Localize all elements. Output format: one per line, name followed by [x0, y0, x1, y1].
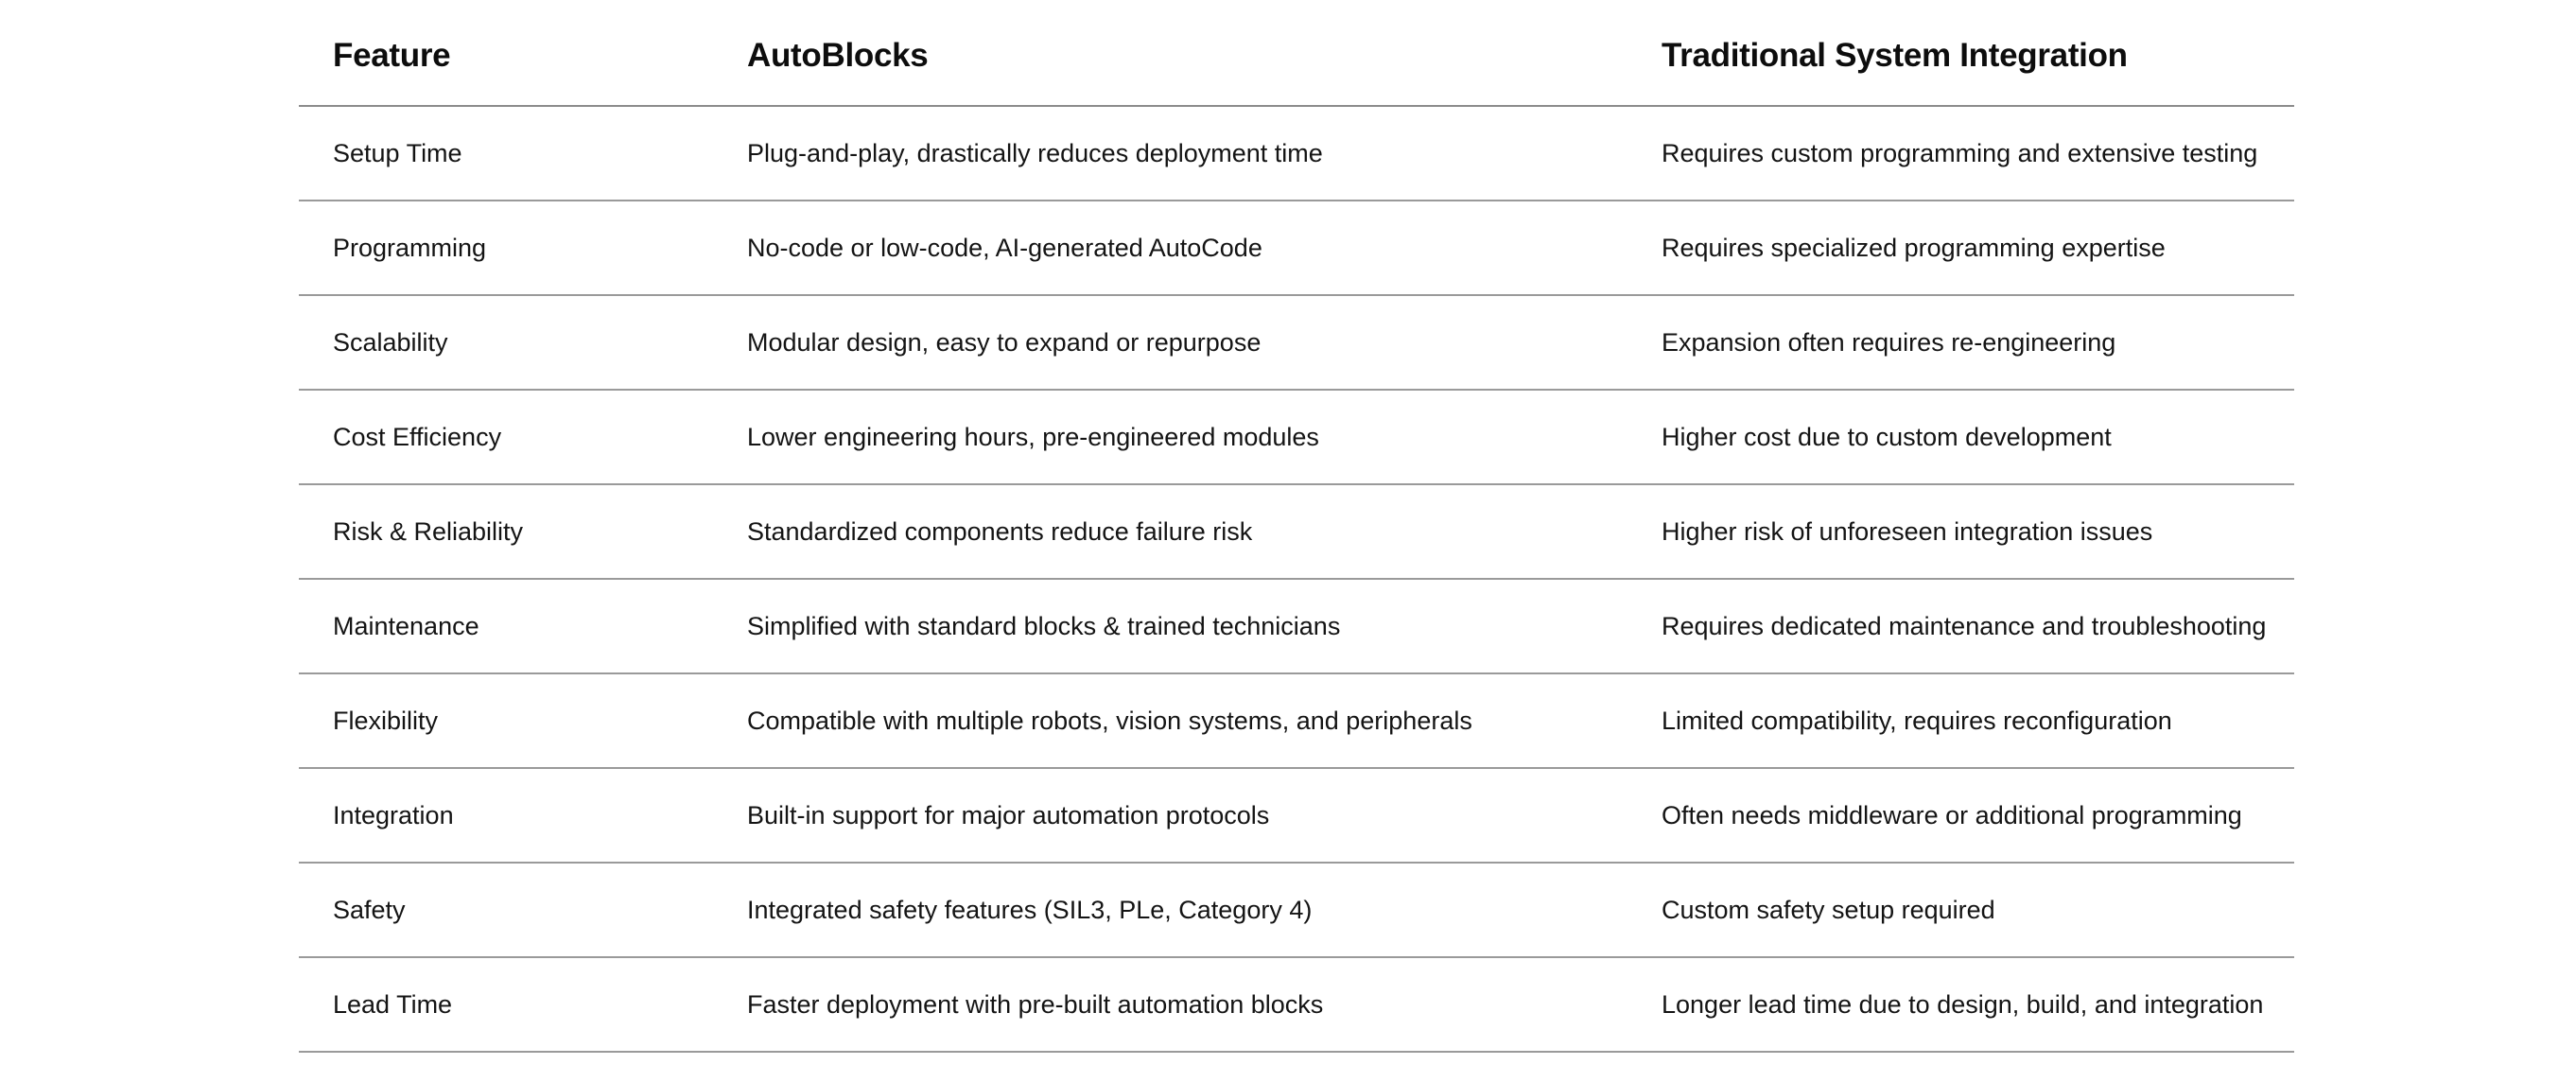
- traditional-cell: Higher risk of unforeseen integration issues: [1627, 484, 2294, 579]
- table-row: [299, 579, 2294, 673]
- comparison-table: [299, 0, 2294, 1053]
- traditional-cell: Requires custom programming and extensive testing: [1627, 106, 2294, 201]
- table-row: [299, 390, 2294, 484]
- traditional-cell: Limited compatibility, requires reconfiguration: [1627, 673, 2294, 768]
- feature-cell: Setup Time: [299, 106, 713, 201]
- feature-cell: Programming: [299, 201, 713, 295]
- feature-cell: Integration: [299, 768, 713, 863]
- autoblocks-cell: No-code or low-code, AI-generated AutoCode: [713, 201, 1627, 295]
- feature-cell: Lead Time: [299, 957, 713, 1052]
- autoblocks-cell: Integrated safety features (SIL3, PLe, Category 4): [713, 863, 1627, 957]
- table-row: [299, 201, 2294, 295]
- traditional-cell: Custom safety setup required: [1627, 863, 2294, 957]
- feature-cell: Flexibility: [299, 673, 713, 768]
- autoblocks-cell: Plug-and-play, drastically reduces deployment time: [713, 106, 1627, 201]
- traditional-cell: Higher cost due to custom development: [1627, 390, 2294, 484]
- table-row: [299, 295, 2294, 390]
- traditional-cell: Requires specialized programming expertise: [1627, 201, 2294, 295]
- feature-cell: Risk & Reliability: [299, 484, 713, 579]
- table-row: [299, 106, 2294, 201]
- feature-cell: Safety: [299, 863, 713, 957]
- autoblocks-cell: Simplified with standard blocks & trained technicians: [713, 579, 1627, 673]
- autoblocks-cell: Modular design, easy to expand or repurpose: [713, 295, 1627, 390]
- traditional-cell: Expansion often requires re-engineering: [1627, 295, 2294, 390]
- table-row: [299, 673, 2294, 768]
- autoblocks-cell: Faster deployment with pre-built automation blocks: [713, 957, 1627, 1052]
- feature-cell: Cost Efficiency: [299, 390, 713, 484]
- feature-cell: Maintenance: [299, 579, 713, 673]
- table-row: [299, 863, 2294, 957]
- autoblocks-cell: Built-in support for major automation protocols: [713, 768, 1627, 863]
- autoblocks-cell: Standardized components reduce failure risk: [713, 484, 1627, 579]
- table-row: [299, 768, 2294, 863]
- header-row: [299, 0, 2294, 106]
- traditional-cell: Requires dedicated maintenance and troubleshooting: [1627, 579, 2294, 673]
- feature-cell: Scalability: [299, 295, 713, 390]
- header-autoblocks: AutoBlocks: [713, 0, 1627, 106]
- table-row: [299, 957, 2294, 1052]
- traditional-cell: Often needs middleware or additional programming: [1627, 768, 2294, 863]
- traditional-cell: Longer lead time due to design, build, and integration: [1627, 957, 2294, 1052]
- header-traditional: Traditional System Integration: [1627, 0, 2294, 106]
- autoblocks-cell: Lower engineering hours, pre-engineered modules: [713, 390, 1627, 484]
- autoblocks-cell: Compatible with multiple robots, vision systems, and peripherals: [713, 673, 1627, 768]
- table-row: [299, 484, 2294, 579]
- header-feature: Feature: [299, 0, 713, 106]
